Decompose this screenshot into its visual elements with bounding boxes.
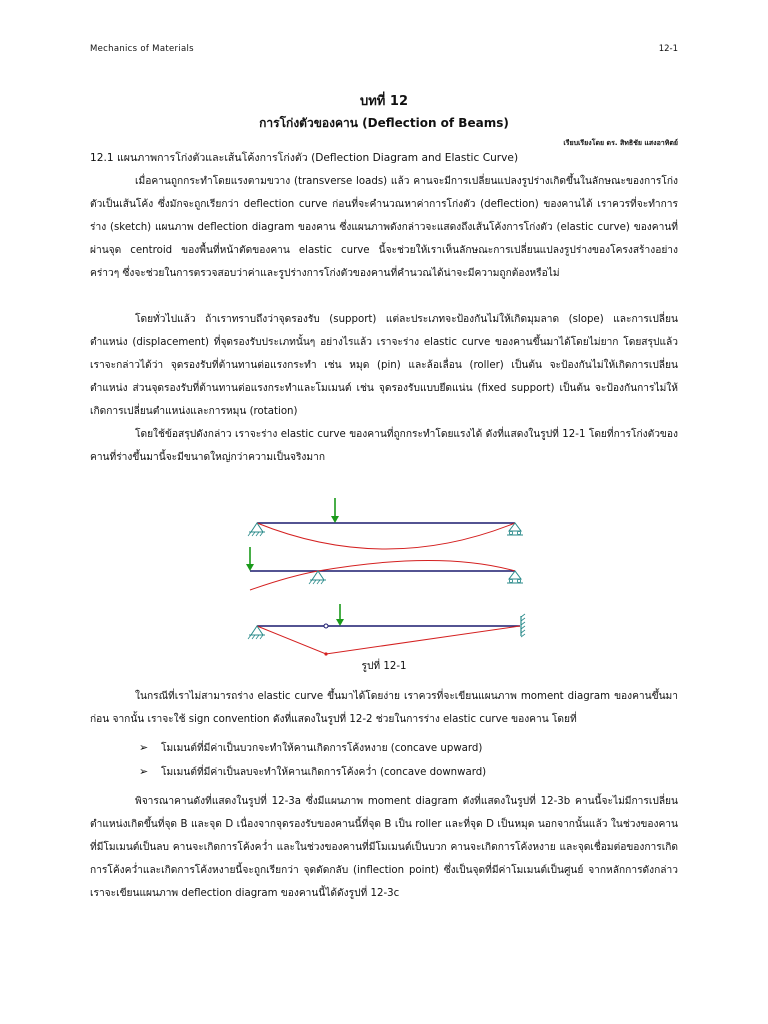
bullet-text: โมเมนต์ที่มีค่าเป็นบวกจะทำให้คานเกิดการโค้งหงาย (concave upward)	[161, 743, 483, 754]
paragraph-example: พิจารณาคานดังที่แสดงในรูปที่ 12-3a ซึ่งมีแผนภาพ moment diagram ดังที่แสดงในรูปที่ 12-3b คานนี้จะไม่มีการเปลี่ยนตำแหน่งเกิดขึ้นที่จุด B และจุด D เนื่องจากจุดรองรับของคานนี้ที่จุด B เป็น roller และที่จุด D เป็นหมุด นอกจากนั้นแล้ว ในช่วงของคานที่มีโมเมนต์เป็นลบ คานจะเกิดการโค้งคว่ำ และในช่วงของคานที่มีโมเมนต์เป็นบวก คานจะเกิดการโค้งหงาย และจุดเชื่อมต่อของการเกิดการโค้งคว่ำและเกิดการโค้งหงายนี้จะถูกเรียกว่า จุดดัดกลับ (inflection point) ซึ่งเป็นจุดที่มีค่าโมเมนต์เป็นศูนย์ จากหลักการดังกล่าว เราจะเขียนแผนภาพ deflection diagram ของคานนี้ได้ดังรูปที่ 12-3c	[90, 796, 678, 899]
beam-3-elastic-curve	[257, 626, 520, 654]
deflection-figure	[240, 492, 540, 662]
beam-1-elastic-curve	[257, 523, 515, 549]
load-arrow-icon	[336, 604, 344, 626]
author-line: เรียบเรียงโดย ดร. สิทธิชัย แสงอาทิตย์	[563, 139, 678, 147]
bullet-positive-moment	[139, 738, 482, 759]
paragraph-intro: เมื่อคานถูกกระทำโดยแรงตามขวาง (transverse loads) แล้ว คานจะมีการเปลี่ยนแปลงรูปร่างเกิดขึ้นในลักษณะของการโก่งตัวเป็นเส้นโค้ง ซึ่งมักจะถูกเรียกว่า deflection curve ก่อนที่จะคำนวณหาค่าการโก่งตัว (deflection) ของคานได้ เราควรที่จะทำการร่าง (sketch) แผนภาพ deflection diagram ของคาน ซึ่งแผนภาพดังกล่าวจะแสดงถึงเส้นโค้งการโก่งตัว (elastic curve) ของคานที่ผ่านจุด centroid ของพื้นที่หน้าตัดของคาน elastic curve นี้จะช่วยให้เราเห็นลักษณะการเปลี่ยนแปลงรูปร่างของโครงสร้างอย่างคร่าวๆ ซึ่งจะช่วยในการตรวจสอบว่าค่าและรูปร่างการโก่งตัวของคานที่คำนวณได้น่าจะมีความถูกต้องหรือไม่	[90, 176, 678, 279]
beam-2-elastic-curve	[250, 561, 515, 591]
paragraph-figure-ref: โดยใช้ข้อสรุปดังกล่าว เราจะร่าง elastic curve ของคานที่ถูกกระทำโดยแรงได้ ดังที่แสดงในรูปที่ 12-1 โดยที่การโก่งตัวของคานที่ร่างขึ้นมานี้จะมีขนาดใหญ่กว่าความเป็นจริงมาก	[90, 429, 678, 463]
bullet-arrow-icon: ➢	[139, 765, 149, 778]
beam-3-compound	[248, 604, 525, 656]
load-arrow-icon	[331, 498, 339, 523]
section-heading: 12.1 แผนภาพการโก่งตัวและเส้นโค้งการโก่งตัว (Deflection Diagram and Elastic Curve)	[90, 152, 519, 164]
page-header	[90, 44, 678, 58]
deflected-hinge-icon	[324, 652, 327, 655]
figure-caption: รูปที่ 12-1	[361, 661, 407, 672]
fixed-support-icon	[521, 614, 525, 637]
page-number: 12-1	[658, 44, 678, 54]
bullet-arrow-icon: ➢	[139, 741, 149, 754]
paragraph-supports: โดยทั่วไปแล้ว ถ้าเราทราบถึงว่าจุดรองรับ (support) แต่ละประเภทจะป้องกันไม่ให้เกิดมุมลาด (slope) และการเปลี่ยนตำแหน่ง (displacement) ที่จุดรองรับประเภทนั้นๆ อย่างไรแล้ว เราจะร่าง elastic curve ของคานขึ้นมาได้โดยไม่ยาก โดยสรุปแล้ว เราจะกล่าวได้ว่า จุดรองรับที่ต้านทานต่อแรงกระทำ เช่น หมุด (pin) และล้อเลื่อน (roller) เป็นต้น จะป้องกันไม่ให้เกิดการเปลี่ยนตำแหน่ง ส่วนจุดรองรับที่ต้านทานต่อแรงกระทำและโมเมนต์ เช่น จุดรองรับแบบยึดแน่น (fixed support) เป็นต้น จะป้องกันการไม่ให้เกิดการเปลี่ยนตำแหน่งและการหมุน (rotation)	[90, 314, 678, 417]
chapter-title: การโก่งตัวของคาน (Deflection of Beams)	[259, 116, 509, 130]
beam-1-simply-supported	[248, 498, 523, 549]
bullet-negative-moment	[139, 762, 486, 783]
chapter-number: บทที่ 12	[359, 94, 408, 109]
internal-hinge-icon	[324, 624, 328, 628]
load-arrow-icon	[246, 547, 254, 571]
beam-2-overhang	[246, 547, 523, 590]
roller-support-icon	[507, 571, 523, 583]
paragraph-moment-diagram: ในกรณีที่เราไม่สามารถร่าง elastic curve ขึ้นมาได้โดยง่าย เราควรที่จะเขียนแผนภาพ moment diagram ของคานขึ้นมาก่อน จากนั้น เราจะใช้ sign convention ดังที่แสดงในรูปที่ 12-2 ช่วยในการร่าง elastic curve ของคาน โดยที่	[90, 691, 678, 725]
pin-support-icon	[309, 571, 326, 584]
running-title: Mechanics of Materials	[90, 44, 194, 54]
bullet-text: โมเมนต์ที่มีค่าเป็นลบจะทำให้คานเกิดการโค้งคว่ำ (concave downward)	[161, 767, 487, 778]
